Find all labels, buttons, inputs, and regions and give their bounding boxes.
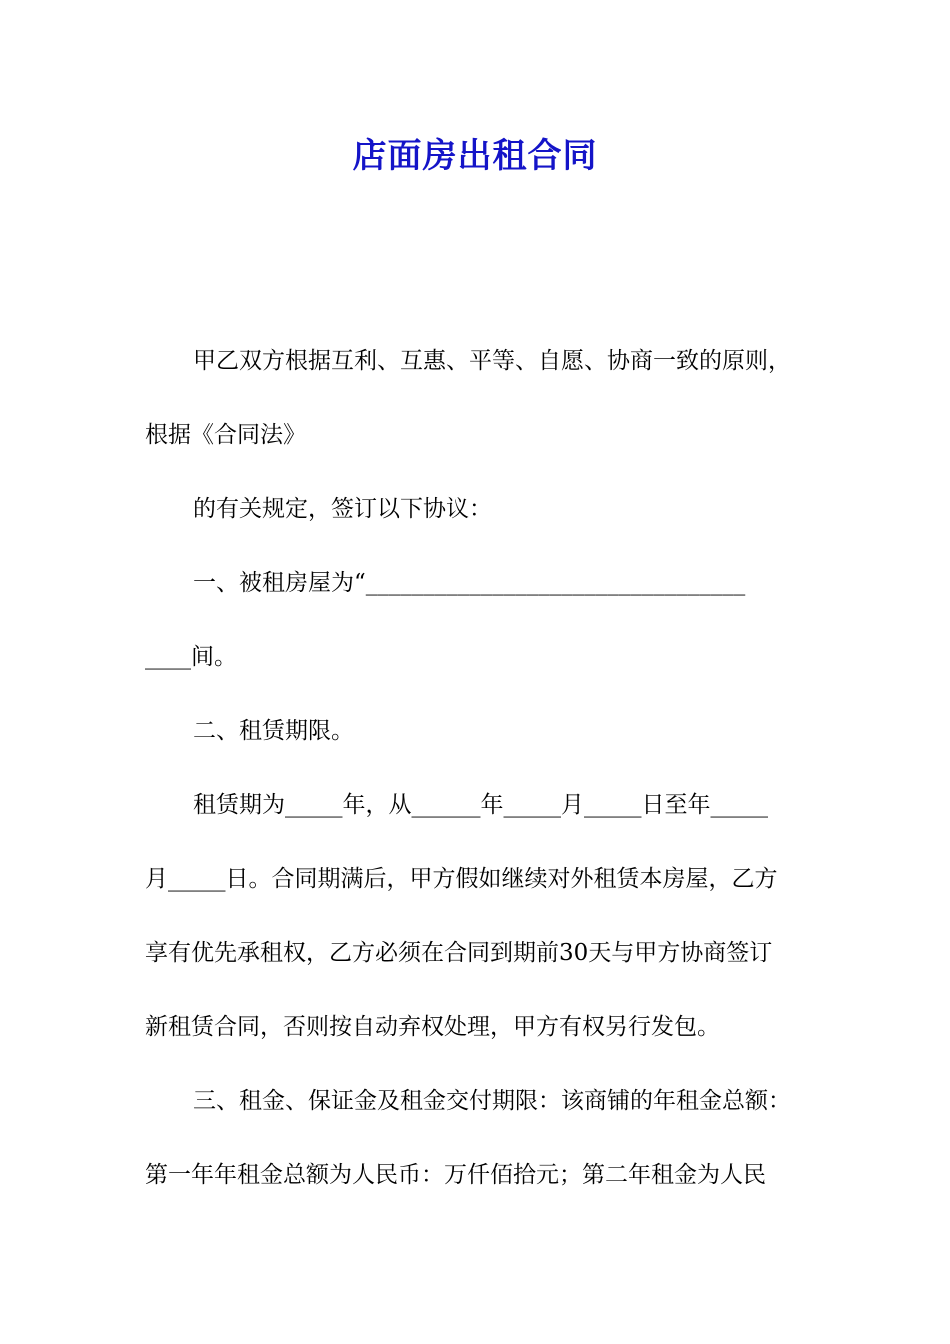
paragraph-line: 新租赁合同，否则按自动弃权处理，甲方有权另行发包。: [145, 1014, 720, 1040]
paragraph-line: 三、租金、保证金及租金交付期限：该商铺的年租金总额：: [193, 1088, 791, 1114]
paragraph-line: 租赁期为_____年，从______年_____月_____日至年_____: [193, 792, 768, 818]
section-heading: 二、租赁期限。: [193, 718, 354, 744]
paragraph-line: ____间。: [145, 644, 237, 670]
paragraph-line: 根据《合同法》: [145, 422, 306, 448]
paragraph-line: 的有关规定，签订以下协议：: [193, 496, 492, 522]
paragraph-line: 月_____日。合同期满后，甲方假如继续对外租赁本房屋，乙方: [145, 866, 778, 892]
paragraph-line: 享有优先承租权，乙方必须在合同到期前30天与甲方协商签订: [145, 940, 773, 966]
paragraph-line: 甲乙双方根据互利、互惠、平等、自愿、协商一致的原则，: [193, 348, 791, 374]
document-body: [145, 339, 825, 1227]
paragraph-line: 一、被租房屋为“_________________________________: [193, 570, 746, 596]
document-title: 店面房出租合同: [352, 136, 598, 176]
paragraph-line: 第一年年租金总额为人民币：万仟佰拾元；第二年租金为人民: [145, 1162, 766, 1188]
